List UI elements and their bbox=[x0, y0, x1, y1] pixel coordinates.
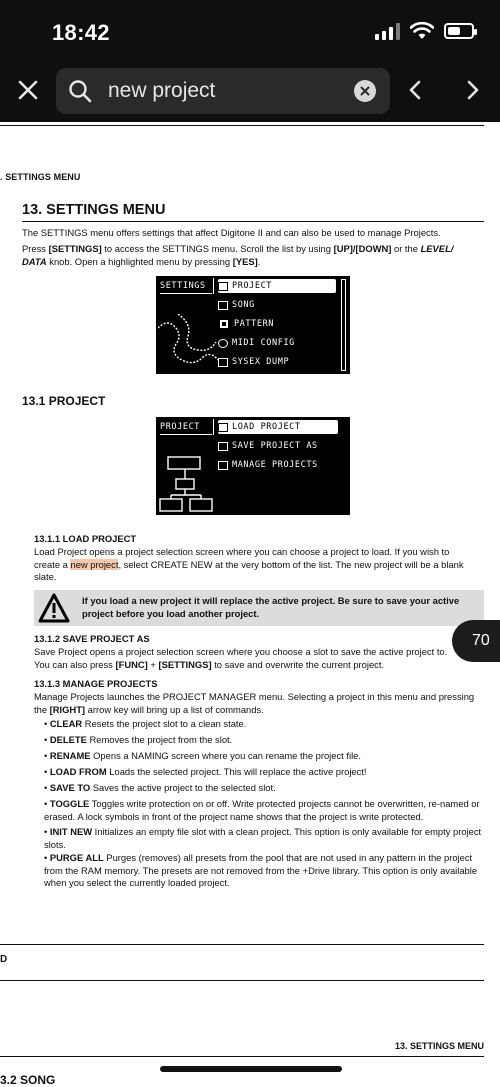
save-project-title: 13.1.2 SAVE PROJECT AS bbox=[34, 633, 150, 644]
section-title-rule bbox=[22, 221, 484, 222]
status-icons bbox=[375, 22, 474, 40]
page-top-rule bbox=[0, 125, 484, 126]
list-item: • TOGGLE Toggles write protection on or off. Write protected projects cannot be overwritten, re-named or erased. A lock symbols in front of the project name shows that the project is write protected. bbox=[44, 798, 480, 822]
settings-menu-screen bbox=[156, 276, 350, 374]
search-icon bbox=[68, 79, 92, 103]
list-item: • RENAME Opens a NAMING screen where you can rename the project file. bbox=[44, 750, 361, 761]
next-page-running-head: 13. SETTINGS MENU bbox=[394, 1041, 484, 1051]
list-item: • SAVE TO Saves the active project to the selected slot. bbox=[44, 782, 276, 793]
manage-icon bbox=[218, 461, 228, 470]
footer-letter: D bbox=[0, 954, 8, 965]
menu-item-save-project-as: SAVE PROJECT AS bbox=[218, 439, 318, 453]
next-page-rule bbox=[0, 1056, 484, 1057]
manage-projects-title: 13.1.3 MANAGE PROJECTS bbox=[34, 678, 158, 689]
song-icon bbox=[218, 301, 228, 310]
document-icon bbox=[218, 358, 228, 367]
search-match-highlight[interactable]: new project bbox=[70, 558, 119, 570]
previous-match-icon[interactable] bbox=[404, 78, 428, 102]
screen-header: SETTINGS bbox=[160, 281, 206, 291]
list-item: • DELETE Removes the project from the slot. bbox=[44, 734, 233, 745]
warning-icon bbox=[38, 592, 70, 624]
pattern-icon bbox=[220, 320, 228, 328]
section-title: 13. SETTINGS MENU bbox=[22, 202, 166, 218]
find-in-page-bar[interactable] bbox=[56, 68, 390, 114]
cellular-signal-icon bbox=[375, 22, 400, 40]
load-icon bbox=[218, 423, 228, 432]
document-page[interactable] bbox=[0, 122, 500, 1087]
clear-icon bbox=[360, 86, 370, 96]
save-project-paragraph: Save Project opens a project selection screen where you choose a slot to save the active project to. You can also press [FUNC] + [SETTINGS] to save and overwrite the current project. bbox=[34, 646, 448, 670]
page-number-badge[interactable]: 70 bbox=[452, 620, 500, 662]
home-indicator[interactable] bbox=[160, 1066, 342, 1072]
list-item: • LOAD FROM Loads the selected project. This will replace the active project! bbox=[44, 766, 367, 777]
intro-paragraph-2: Press [SETTINGS] to access the SETTINGS menu. Scroll the list by using [UP]/[DOWN] or the LEVEL/ DATA knob. Open a highlighted menu by pressing [YES]. bbox=[22, 243, 454, 267]
load-project-paragraph: Load Project opens a project selection screen where you can choose a project to load. If you wish to create a new project, select CREATE NEW at the very bottom of the list. The new project will be a blank slate. bbox=[34, 546, 464, 583]
menu-item-project: PROJECT bbox=[218, 279, 336, 293]
screen-scrollbar bbox=[341, 279, 346, 371]
project-menu-screen bbox=[156, 417, 350, 515]
browser-chrome bbox=[0, 0, 500, 122]
menu-item-manage-projects: MANAGE PROJECTS bbox=[218, 458, 318, 472]
midi-icon bbox=[218, 339, 228, 348]
intro-paragraph-1: The SETTINGS menu offers settings that affect Digitone II and can also be used to manage Projects. bbox=[22, 227, 441, 238]
warning-text: If you load a new project it will replace the active project. Be sure to save your active project before you load another project. bbox=[82, 595, 460, 619]
project-tree-icon bbox=[158, 455, 216, 513]
menu-item-midi-config: MIDI CONFIG bbox=[218, 336, 295, 350]
menu-item-pattern: PATTERN bbox=[218, 317, 274, 331]
menu-item-load-project: LOAD PROJECT bbox=[218, 420, 338, 434]
subsection-title: 13.1 PROJECT bbox=[22, 394, 106, 408]
battery-icon bbox=[444, 23, 474, 39]
folder-icon bbox=[218, 282, 228, 291]
clear-search-button[interactable] bbox=[354, 80, 376, 102]
wifi-icon bbox=[410, 22, 434, 40]
decorative-wave-icon bbox=[158, 314, 218, 372]
page-separator-rule bbox=[0, 980, 484, 981]
warning-callout bbox=[34, 590, 484, 626]
list-item: • INIT NEW Initializes an empty file slot with a clean project. This option is only available for empty project slots. bbox=[44, 826, 482, 850]
manage-projects-paragraph: Manage Projects launches the PROJECT MANAGER menu. Selecting a project in this menu and pressing the [RIGHT] arrow key will bring up a list of commands. bbox=[34, 691, 475, 715]
list-item: • CLEAR Resets the project slot to a clean state. bbox=[44, 718, 247, 729]
page-bottom-rule bbox=[0, 944, 484, 945]
next-section-title: 3.2 SONG bbox=[0, 1073, 56, 1087]
load-project-title: 13.1.1 LOAD PROJECT bbox=[34, 533, 137, 544]
save-icon bbox=[218, 442, 228, 451]
running-head: . SETTINGS MENU bbox=[0, 172, 81, 182]
screen-header: PROJECT bbox=[160, 422, 201, 432]
next-match-icon[interactable] bbox=[460, 78, 484, 102]
search-input[interactable] bbox=[106, 78, 350, 104]
menu-item-song: SONG bbox=[218, 298, 255, 312]
close-icon[interactable] bbox=[18, 80, 38, 100]
status-time: 18:42 bbox=[52, 20, 110, 45]
list-item: • PURGE ALL Purges (removes) all presets from the pool that are not used in any pattern in the project from the RAM memory. The presets are not removed from the +Drive library. This option is only available when you select the currently loaded project. bbox=[44, 852, 478, 889]
menu-item-sysex-dump: SYSEX DUMP bbox=[218, 355, 289, 369]
